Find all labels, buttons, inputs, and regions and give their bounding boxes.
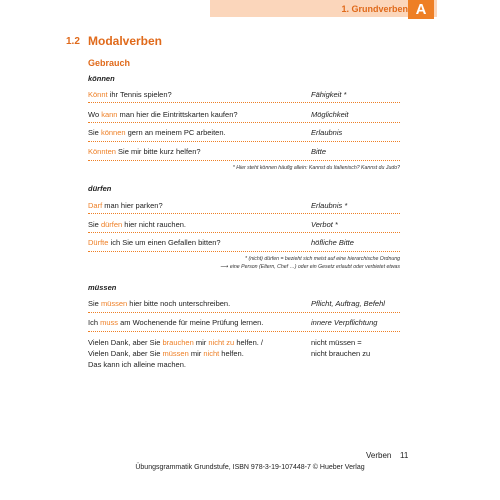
usage-note: Möglichkeit	[311, 110, 349, 119]
usage-note: Pflicht, Auftrag, Befehl	[311, 299, 385, 308]
example-sentence: Sie dürfen hier nicht rauchen.	[88, 220, 187, 229]
footnote-koennen: * Hier steht können häufig allein: Kannst du Italienisch? Kannst du Judo?	[232, 165, 400, 171]
example-sentence: Ich muss am Wochenende für meine Prüfung lernen.	[88, 318, 264, 327]
dotted-separator	[88, 102, 400, 103]
section-number: 1.2	[66, 36, 80, 47]
right-arrow-icon: ⟶	[220, 264, 229, 270]
footnote-duerfen-line2: ⟶ eine Person (Eltern, Chef …) oder ein Gesetz erlaubt oder verbietet etwas	[220, 264, 400, 270]
example-sentence: Könnten Sie mir bitte kurz helfen?	[88, 147, 201, 156]
footer-section-name: Verben	[366, 451, 392, 460]
usage-note: innere Verpflichtung	[311, 318, 378, 327]
chapter-title: 1. Grundverben	[341, 4, 408, 14]
dotted-separator	[88, 122, 400, 123]
dotted-separator	[88, 232, 400, 233]
example-row	[88, 299, 400, 312]
usage-note: Bitte	[311, 147, 327, 156]
example-row	[88, 128, 400, 141]
example-sentence: Sie müssen hier bitte noch unterschreiben.	[88, 299, 231, 308]
usage-note: Erlaubnis	[311, 128, 343, 137]
dotted-separator	[88, 160, 400, 161]
usage-note: höfliche Bitte	[311, 238, 354, 247]
verb-heading-duerfen: dürfen	[88, 184, 112, 193]
colophon: Übungsgrammatik Grundstufe, ISBN 978-3-19-107448-7 © Hueber Verlag	[135, 464, 365, 471]
chapter-letter-tab: A	[408, 0, 434, 19]
usage-note: nicht müssen =	[311, 338, 362, 347]
example-row	[88, 238, 400, 251]
subheading: Gebrauch	[88, 58, 131, 68]
verb-heading-muessen: müssen	[88, 283, 117, 292]
example-sentence: Dürfte ich Sie um einen Gefallen bitten?	[88, 238, 221, 247]
example-sentence-line2: Vielen Dank, aber Sie müssen mir nicht helfen.	[88, 349, 244, 358]
example-sentence: Könnt ihr Tennis spielen?	[88, 90, 172, 99]
example-row	[88, 318, 400, 331]
dotted-separator	[88, 312, 400, 313]
example-sentence: Wo kann man hier die Eintrittskarten kaufen?	[88, 110, 238, 119]
dotted-separator	[88, 331, 400, 332]
section-title: Modalverben	[88, 34, 163, 48]
dotted-separator	[88, 251, 400, 252]
usage-note: nicht brauchen zu	[311, 349, 371, 358]
example-row	[88, 147, 400, 160]
footnote-duerfen-line1: * (nicht) dürfen = bezieht sich meist auf eine hierarchische Ordnung	[245, 256, 400, 262]
usage-note: Erlaubnis *	[311, 201, 348, 210]
usage-note: Verbot *	[311, 220, 338, 229]
page-number: 11	[400, 451, 409, 460]
example-sentence-line1: Vielen Dank, aber Sie brauchen mir nicht zu helfen. /	[88, 338, 264, 347]
usage-note: Fähigkeit *	[311, 90, 347, 99]
example-sentence-line3: Das kann ich alleine machen.	[88, 360, 186, 369]
dotted-separator	[88, 213, 400, 214]
example-sentence: Darf man hier parken?	[88, 201, 163, 210]
example-sentence: Sie können gern an meinem PC arbeiten.	[88, 128, 226, 137]
dotted-separator	[88, 141, 400, 142]
verb-heading-koennen: können	[88, 74, 115, 83]
